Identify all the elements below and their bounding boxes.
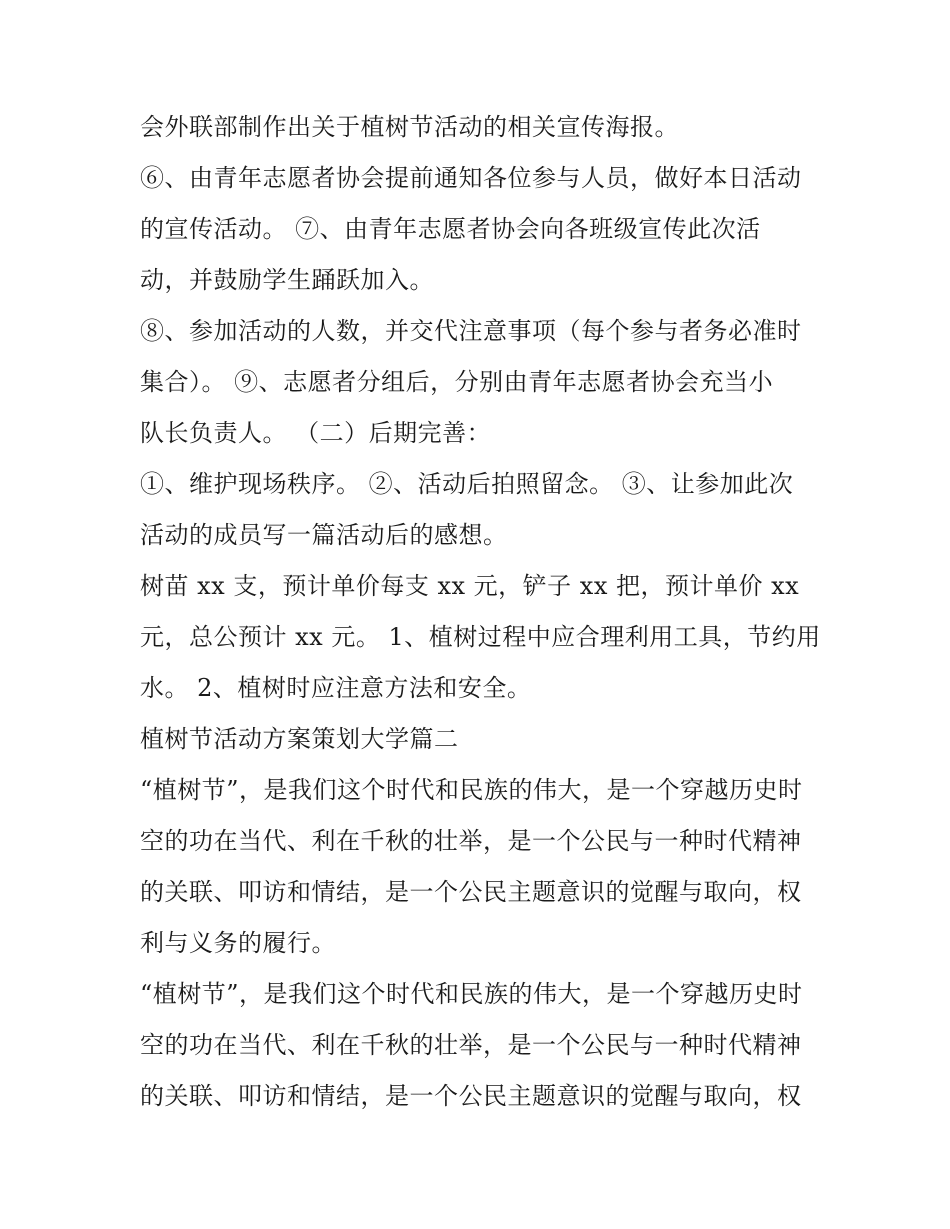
text-line: 空的功在当代、利在千秋的壮举，是一个公民与一种时代精神 <box>140 1031 802 1059</box>
text-line: 利与义务的履行。 <box>140 929 336 957</box>
text-line: 空的功在当代、利在千秋的壮举，是一个公民与一种时代精神 <box>140 827 802 855</box>
document-body <box>140 102 820 1122</box>
text-line: 活动的成员写一篇活动后的感想。 <box>140 521 508 549</box>
text-line: 动，并鼓励学生踊跃加入。 <box>140 266 434 294</box>
text-line: “植树节”，是我们这个时代和民族的伟大，是一个穿越历史时 <box>140 980 803 1008</box>
text-line: ⑥、由青年志愿者协会提前通知各位参与人员，做好本日活动 <box>140 164 802 192</box>
text-line: 的宣传活动。 ⑦、由青年志愿者协会向各班级宣传此次活 <box>140 215 761 243</box>
text-line: ⑧、参加活动的人数，并交代注意事项（每个参与者务必准时 <box>140 317 802 345</box>
text-line: 元，总公预计 xx 元。 1、植树过程中应合理利用工具，节约用 <box>140 623 821 651</box>
text-line: 的关联、叩访和情结，是一个公民主题意识的觉醒与取向，权 <box>140 1082 802 1110</box>
text-line: 的关联、叩访和情结，是一个公民主题意识的觉醒与取向，权 <box>140 878 802 906</box>
text-line: “植树节”，是我们这个时代和民族的伟大，是一个穿越历史时 <box>140 776 803 804</box>
text-line: ①、维护现场秩序。 ②、活动后拍照留念。 ③、让参加此次 <box>140 470 794 498</box>
text-line: 会外联部制作出关于植树节活动的相关宣传海报。 <box>140 113 679 141</box>
section-heading: 植树节活动方案策划大学篇二 <box>140 725 459 753</box>
text-line: 集合）。 ⑨、志愿者分组后，分别由青年志愿者协会充当小 <box>140 368 774 396</box>
text-line: 水。 2、植树时应注意方法和安全。 <box>140 674 532 702</box>
text-line: 队长负责人。 （二）后期完善： <box>140 419 492 447</box>
text-line: 树苗 xx 支，预计单价每支 xx 元，铲子 xx 把，预计单价 xx <box>140 572 800 600</box>
